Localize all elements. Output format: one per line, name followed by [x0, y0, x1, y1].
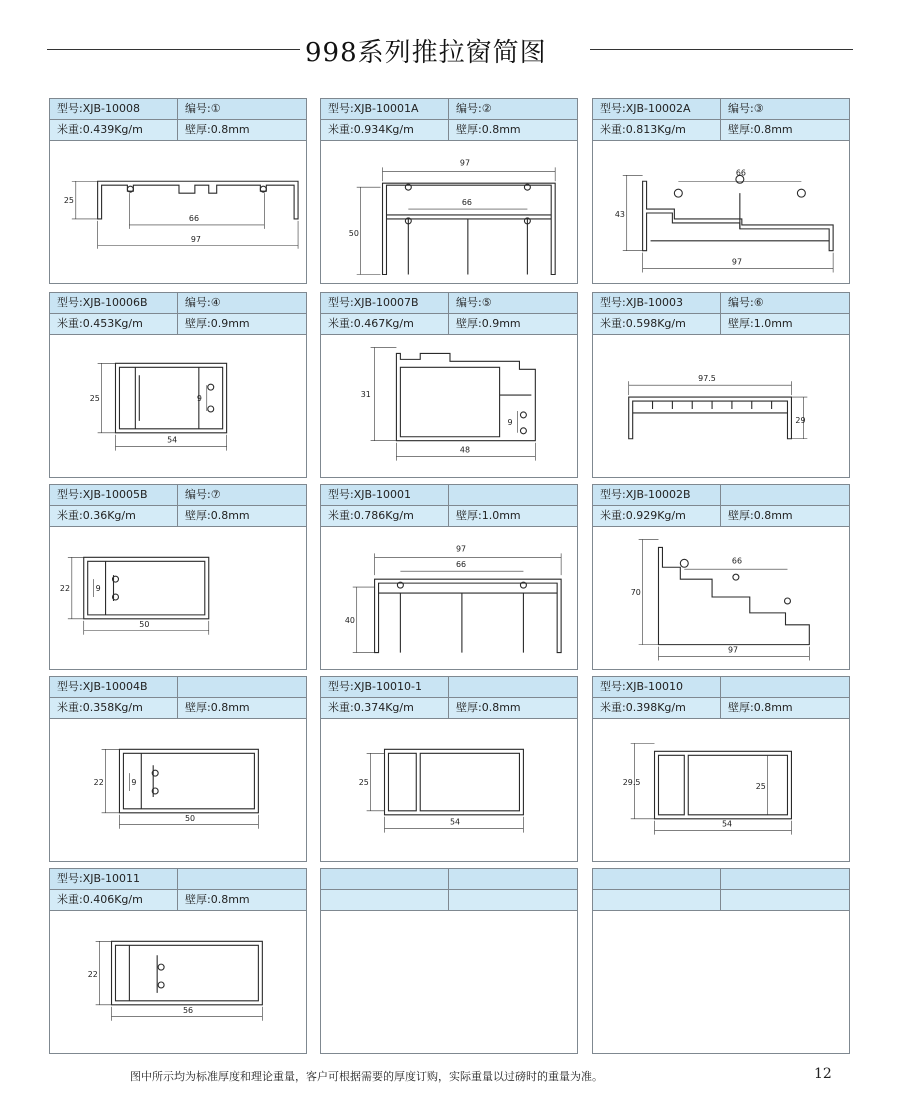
weight-per-meter: 米重:0.929Kg/m	[593, 506, 721, 526]
profile-outline	[785, 598, 791, 604]
profile-outline	[135, 367, 199, 429]
profile-card	[592, 98, 850, 284]
model-number: 型号:XJB-10002B	[593, 485, 721, 505]
profile-drawing	[321, 719, 577, 861]
profile-outline	[655, 751, 792, 818]
dimension-label: 97.5	[698, 374, 716, 384]
dimension-label: 25	[89, 394, 100, 404]
card-spec-row	[321, 506, 577, 527]
model-number: 型号:XJB-10003	[593, 293, 721, 313]
card-header-row	[321, 677, 577, 698]
weight-per-meter: 米重:0.813Kg/m	[593, 120, 721, 140]
dimension-label: 22	[87, 970, 98, 980]
item-number	[721, 677, 849, 697]
title-rule-left	[47, 49, 300, 50]
profile-outline	[658, 755, 684, 815]
profile-outline	[520, 428, 526, 434]
wall-thickness: 壁厚:0.8mm	[728, 509, 793, 522]
model-number	[593, 869, 721, 889]
profile-drawing	[50, 719, 306, 861]
profile-outline	[112, 941, 263, 1005]
dimension-label: 97	[731, 257, 743, 267]
card-spec-row	[50, 314, 306, 335]
item-number: 编号:③	[728, 102, 764, 115]
card-header-row	[321, 99, 577, 120]
profile-outline	[158, 982, 164, 988]
card-spec-row	[50, 506, 306, 527]
profile-card	[49, 868, 307, 1054]
dimension-label: 97	[727, 645, 739, 655]
profile-outline	[674, 189, 682, 197]
profile-cross-section	[50, 335, 306, 477]
weight-per-meter: 米重:0.453Kg/m	[50, 314, 178, 334]
weight-per-meter	[593, 890, 721, 910]
profile-outline	[633, 401, 788, 413]
profile-outline	[375, 579, 562, 652]
wall-thickness: 壁厚:0.8mm	[185, 701, 250, 714]
profile-outline	[629, 397, 792, 439]
card-spec-row	[50, 890, 306, 911]
profile-outline	[396, 353, 535, 440]
item-number: 编号:⑦	[185, 488, 221, 501]
profile-drawing	[50, 141, 306, 283]
profile-cross-section	[321, 911, 577, 1053]
profile-cross-section	[321, 141, 577, 283]
profile-outline	[651, 193, 830, 241]
weight-per-meter: 米重:0.934Kg/m	[321, 120, 449, 140]
model-number: 型号:XJB-10008	[50, 99, 178, 119]
weight-per-meter	[321, 890, 449, 910]
profile-card	[320, 484, 578, 670]
wall-thickness: 壁厚:1.0mm	[456, 509, 521, 522]
profile-drawing	[321, 141, 577, 283]
card-header-row	[593, 485, 849, 506]
profile-card	[49, 292, 307, 478]
footnote: 图中所示均为标准厚度和理论重量，客户可根据需要的厚度订购，实际重量以过磅时的重量为准。	[130, 1070, 603, 1083]
item-number: 编号:②	[456, 102, 492, 115]
model-number: 型号:XJB-10004B	[50, 677, 178, 697]
dimension-label: 66	[735, 168, 746, 178]
card-header-row	[593, 677, 849, 698]
profile-cross-section	[50, 911, 306, 1053]
dimension-label: 25	[755, 782, 766, 792]
item-number: 编号:⑤	[456, 296, 492, 309]
card-spec-row	[321, 698, 577, 719]
card-header-row	[321, 485, 577, 506]
wall-thickness	[449, 890, 577, 910]
dimension-label: 97	[190, 234, 201, 244]
model-number	[321, 869, 449, 889]
profile-cross-section	[321, 719, 577, 861]
dimension-label: 66	[461, 198, 472, 208]
profile-card	[320, 868, 578, 1054]
item-number: 编号:⑥	[728, 296, 764, 309]
profile-drawing	[50, 335, 306, 477]
profile-card	[49, 676, 307, 862]
item-number	[449, 869, 577, 889]
item-number	[721, 485, 849, 505]
dimension-label: 29	[795, 415, 806, 425]
card-header-row	[50, 99, 306, 120]
profile-outline	[115, 363, 226, 432]
dimension-label: 9	[95, 584, 101, 594]
dimension-label: 9	[131, 778, 137, 788]
profile-cross-section	[593, 911, 849, 1053]
dimension-label: 40	[344, 615, 355, 625]
model-number: 型号:XJB-10010-1	[321, 677, 449, 697]
weight-per-meter: 米重:0.406Kg/m	[50, 890, 178, 910]
page-header	[0, 30, 900, 70]
item-number	[178, 677, 306, 697]
weight-per-meter: 米重:0.36Kg/m	[50, 506, 178, 526]
card-header-row	[50, 869, 306, 890]
card-header-row	[593, 293, 849, 314]
model-number: 型号:XJB-10011	[50, 869, 178, 889]
item-number	[178, 869, 306, 889]
dimension-label: 66	[188, 213, 200, 223]
profile-drawing	[321, 911, 577, 1053]
dimension-label: 97	[455, 544, 467, 554]
card-header-row	[593, 869, 849, 890]
profile-outline	[520, 412, 526, 418]
card-spec-row	[593, 506, 849, 527]
card-header-row	[50, 677, 306, 698]
wall-thickness	[721, 890, 849, 910]
profile-outline	[141, 753, 153, 809]
wall-thickness: 壁厚:0.8mm	[456, 701, 521, 714]
wall-thickness: 壁厚:1.0mm	[728, 317, 793, 330]
card-spec-row	[321, 314, 577, 335]
profile-drawing	[593, 527, 849, 669]
profile-card	[49, 98, 307, 284]
profile-card	[320, 98, 578, 284]
wall-thickness: 壁厚:0.8mm	[728, 123, 793, 136]
dimension-label: 25	[358, 778, 369, 788]
card-spec-row	[593, 698, 849, 719]
profile-cross-section	[321, 527, 577, 669]
card-header-row	[321, 869, 577, 890]
dimension-label: 9	[507, 417, 513, 427]
card-header-row	[50, 293, 306, 314]
dimension-label: 31	[360, 390, 371, 400]
model-number: 型号:XJB-10005B	[50, 485, 178, 505]
profile-outline	[388, 753, 416, 811]
dimension-label: 54	[167, 435, 178, 445]
wall-thickness: 壁厚:0.8mm	[456, 123, 521, 136]
profile-outline	[208, 384, 214, 390]
dimension-label: 56	[182, 1005, 194, 1015]
weight-per-meter: 米重:0.786Kg/m	[321, 506, 449, 526]
item-number: 编号:①	[185, 102, 221, 115]
profile-cross-section	[50, 527, 306, 669]
dimension-label: 25	[63, 196, 74, 206]
weight-per-meter: 米重:0.358Kg/m	[50, 698, 178, 718]
card-spec-row	[593, 314, 849, 335]
profile-cross-section	[50, 719, 306, 861]
card-spec-row	[593, 120, 849, 141]
wall-thickness: 壁厚:0.9mm	[185, 317, 250, 330]
dimension-label: 54	[721, 819, 733, 829]
model-number: 型号:XJB-10010	[593, 677, 721, 697]
page-number: 12	[814, 1066, 832, 1082]
profile-card	[320, 676, 578, 862]
dimension-label: 43	[614, 209, 625, 219]
card-spec-row	[321, 890, 577, 911]
title-rule-right	[590, 49, 853, 50]
profile-card	[592, 484, 850, 670]
profile-drawing	[593, 141, 849, 283]
wall-thickness: 壁厚:0.8mm	[185, 893, 250, 906]
profile-drawing	[321, 527, 577, 669]
profile-outline	[158, 964, 164, 970]
card-header-row	[321, 293, 577, 314]
weight-per-meter: 米重:0.467Kg/m	[321, 314, 449, 334]
card-spec-row	[50, 698, 306, 719]
model-number: 型号:XJB-10001	[321, 485, 449, 505]
model-number: 型号:XJB-10006B	[50, 293, 178, 313]
item-number: 编号:④	[185, 296, 221, 309]
profile-card	[592, 292, 850, 478]
dimension-label: 66	[455, 560, 467, 570]
card-spec-row	[593, 890, 849, 911]
dimension-label: 50	[184, 813, 196, 823]
profile-outline	[733, 574, 739, 580]
profile-drawing	[50, 911, 306, 1053]
item-number	[449, 677, 577, 697]
profile-cross-section	[593, 527, 849, 669]
dimension-label: 70	[630, 588, 641, 598]
dimension-label: 9	[196, 394, 202, 404]
card-spec-row	[321, 120, 577, 141]
profile-outline	[119, 749, 258, 813]
wall-thickness: 壁厚:0.8mm	[185, 123, 250, 136]
profile-outline	[379, 593, 558, 653]
wall-thickness: 壁厚:0.8mm	[185, 509, 250, 522]
profile-card	[49, 484, 307, 670]
profile-cross-section	[50, 141, 306, 283]
weight-per-meter: 米重:0.398Kg/m	[593, 698, 721, 718]
dimension-label: 22	[59, 584, 71, 594]
profile-cross-section	[593, 335, 849, 477]
dimension-label: 50	[348, 228, 359, 238]
item-number	[721, 869, 849, 889]
wall-thickness: 壁厚:0.9mm	[456, 317, 521, 330]
profile-card	[592, 676, 850, 862]
dimension-label: 50	[139, 619, 150, 629]
profile-card	[320, 292, 578, 478]
profile-drawing	[593, 335, 849, 477]
dimension-label: 48	[459, 445, 471, 455]
profile-outline	[129, 945, 157, 1001]
item-number	[449, 485, 577, 505]
profile-drawing	[593, 719, 849, 861]
weight-per-meter: 米重:0.598Kg/m	[593, 314, 721, 334]
profile-outline	[84, 557, 209, 619]
card-spec-row	[50, 120, 306, 141]
profile-outline	[385, 749, 524, 814]
page-title: 998系列推拉窗简图	[305, 38, 547, 68]
profile-cross-section	[321, 335, 577, 477]
profile-drawing	[321, 335, 577, 477]
profile-outline	[797, 189, 805, 197]
model-number: 型号:XJB-10002A	[593, 99, 721, 119]
model-number: 型号:XJB-10007B	[321, 293, 449, 313]
profile-outline	[680, 559, 688, 567]
wall-thickness: 壁厚:0.8mm	[728, 701, 793, 714]
profile-cross-section	[593, 719, 849, 861]
profile-drawing	[593, 911, 849, 1053]
dimension-label: 29.5	[622, 778, 641, 788]
profile-card	[592, 868, 850, 1054]
model-number: 型号:XJB-10001A	[321, 99, 449, 119]
card-header-row	[50, 485, 306, 506]
weight-per-meter: 米重:0.374Kg/m	[321, 698, 449, 718]
profile-cross-section	[593, 141, 849, 283]
profile-outline	[208, 406, 214, 412]
card-header-row	[593, 99, 849, 120]
profile-drawing	[50, 527, 306, 669]
dimension-label: 54	[449, 817, 461, 827]
dimension-label: 22	[93, 778, 104, 788]
dimension-label: 97	[459, 158, 471, 168]
profile-outline	[106, 561, 114, 615]
dimension-label: 66	[731, 556, 743, 566]
weight-per-meter: 米重:0.439Kg/m	[50, 120, 178, 140]
